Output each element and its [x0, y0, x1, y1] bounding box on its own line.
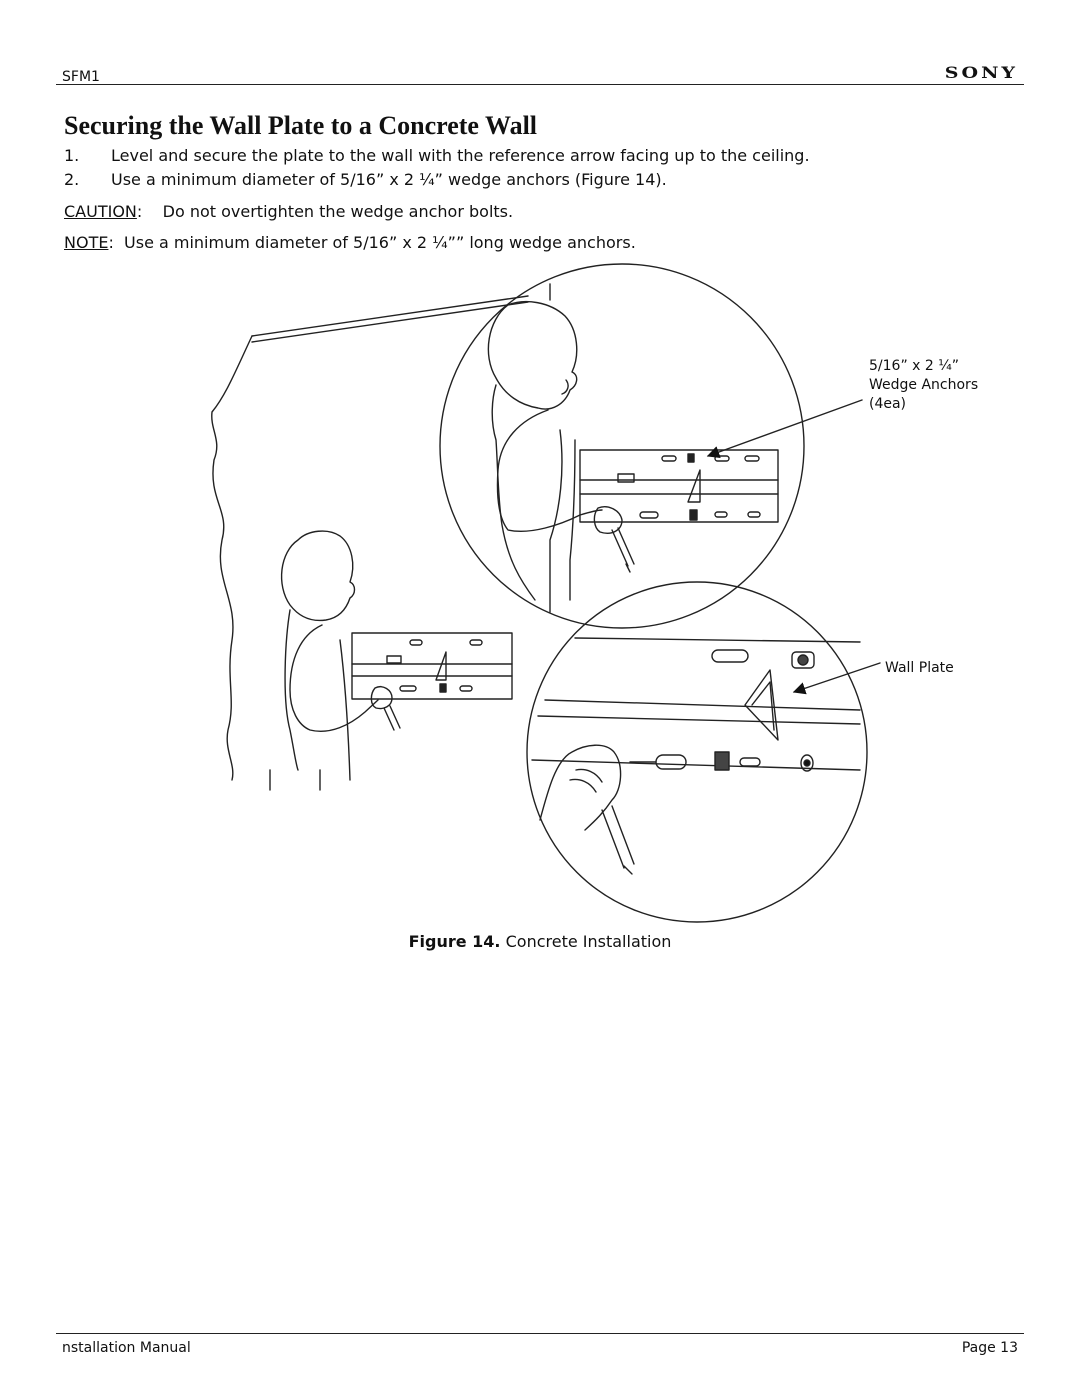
step-text: Level and secure the plate to the wall with the reference arrow facing up to the ceiling. [111, 146, 810, 165]
header-rule [56, 84, 1024, 85]
caution-line: CAUTION: Do not overtighten the wedge anchor bolts. [64, 202, 514, 221]
note-line: NOTE: Use a minimum diameter of 5/16” x 2 ¼”” long wedge anchors. [64, 233, 636, 252]
footer-rule [56, 1333, 1024, 1334]
callout-line: (4ea) [869, 396, 907, 412]
wall-plate-detail-upper [580, 450, 778, 522]
callout-line: 5/16” x 2 ¼” [869, 358, 960, 374]
figure-caption-label: Figure 14. [408, 932, 501, 951]
footer-document-name: nstallation Manual [62, 1340, 191, 1356]
note-text: Use a minimum diameter of 5/16” x 2 ¼”” long wedge anchors. [124, 233, 636, 252]
installer-figure-detail [488, 302, 634, 612]
detail-circle-anchors [440, 264, 804, 628]
header-model-number: SFM1 [62, 69, 100, 85]
note-label: NOTE [64, 233, 109, 252]
caution-text: Do not overtighten the wedge anchor bolts. [162, 202, 514, 221]
figure-caption [0, 932, 1080, 951]
installer-figure-main [270, 531, 400, 790]
callout-wall-plate: Wall Plate [885, 660, 954, 676]
sony-logo: SONY [944, 63, 1018, 83]
footer-page-number: Page 13 [961, 1340, 1018, 1356]
caution-label: CAUTION [64, 202, 137, 221]
step-text: Use a minimum diameter of 5/16” x 2 ¼” wedge anchors (Figure 14). [111, 170, 667, 189]
concrete-wall-outline [212, 284, 550, 780]
step-number: 2. [64, 170, 80, 189]
installer-hand-detail [540, 745, 634, 874]
step-number: 1. [64, 146, 80, 165]
page-title: Securing the Wall Plate to a Concrete Wall [64, 111, 538, 140]
figure-caption-text: Concrete Installation [505, 932, 672, 951]
callout-wedge-anchors [869, 357, 978, 414]
callout-line: Wedge Anchors [869, 377, 979, 393]
callout-arrow-anchors [708, 400, 862, 456]
wall-plate-main [352, 633, 512, 699]
detail-circle-plate [527, 582, 867, 922]
wall-plate-detail-lower [532, 638, 860, 771]
